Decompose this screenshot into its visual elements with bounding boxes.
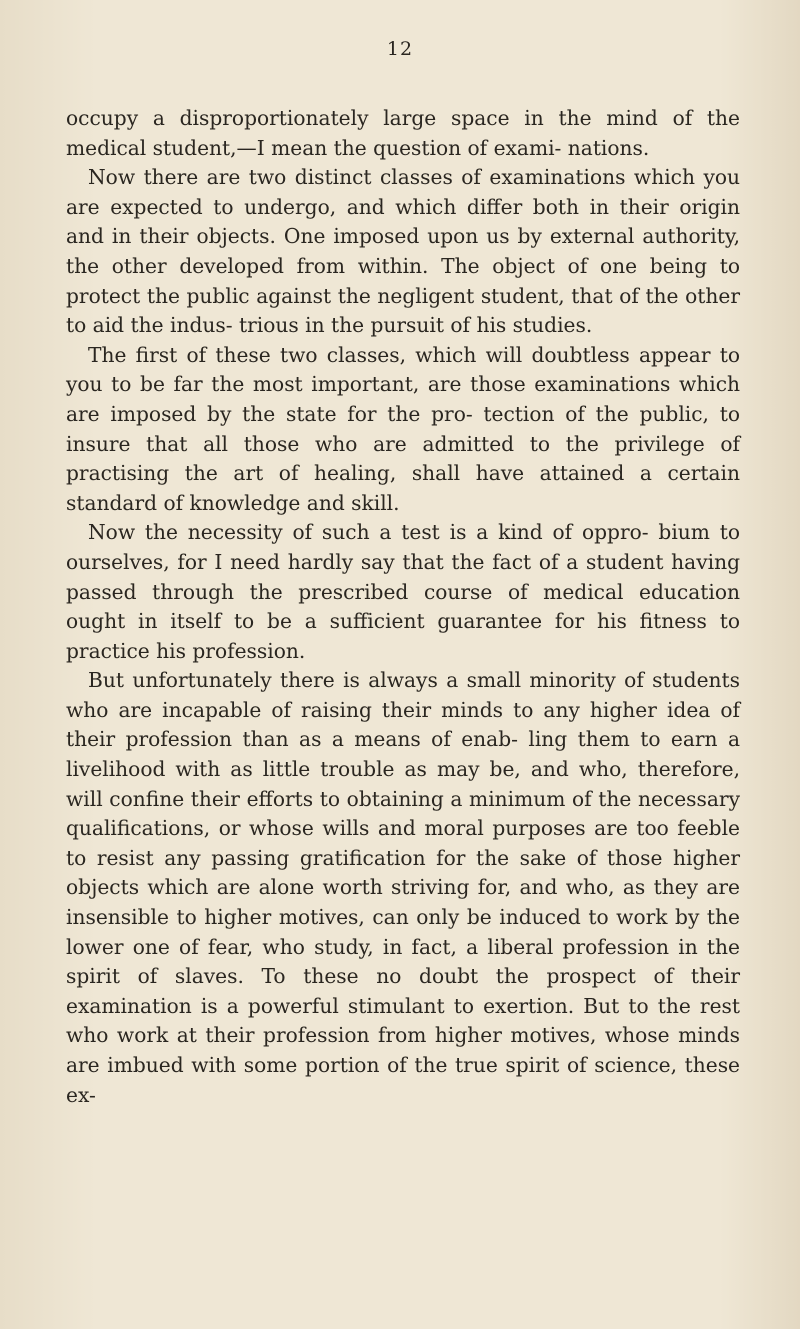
paragraph-5: But unfortunately there is always a small minority of students who are incapable of raising their minds to any higher idea of their profession than as a means of enab- ling them to earn a livelihood with as little trouble as may be, and who, therefore, will confine their efforts to obtaining a minimum of the necessary qualifications, or whose wills and moral purposes are too feeble to resist any passing gratification for the sake of those higher objects which are alone worth striving for, and who, as they are insensible to higher motives, can only be induced to work by the lower one of fear, who study, in fact, a liberal profession in the spirit of slaves. To these no doubt the prospect of their examination is a powerful stimulant to exertion. But to the rest who work at their profession from higher motives, whose minds are imbued with some portion of the true spirit of science, these ex- xyxy=(66,668,740,1107)
paragraph-3: The first of these two classes, which will doubtless appear to you to be far the most important, are those examinations which are imposed by the state for the pro- tection of the public, to insure that all those who are admitted to the privilege of practising the art of healing, shall have attained a certain standard of knowledge and skill. xyxy=(66,342,740,515)
paragraph-2: Now there are two distinct classes of examinations which you are expected to undergo, and which differ both in their origin and in their objects. One imposed upon us by external authority, the other developed from within. The object of one being to protect the public against the negligent student, that of the other to aid the indus- trious in the pursuit of his studies. xyxy=(66,165,740,338)
paragraph-1: occupy a disproportionately large space in the mind of the medical student,—I mean the question of exami- nations. xyxy=(66,106,740,160)
page-number: 12 xyxy=(386,38,414,60)
body-text xyxy=(66,104,740,1110)
paragraph-4: Now the necessity of such a test is a kind of oppro- bium to ourselves, for I need hardly say that the fact of a student having passed through the prescribed course of medical education ought in itself to be a sufficient guarantee for his fitness to practice his profession. xyxy=(66,520,740,663)
